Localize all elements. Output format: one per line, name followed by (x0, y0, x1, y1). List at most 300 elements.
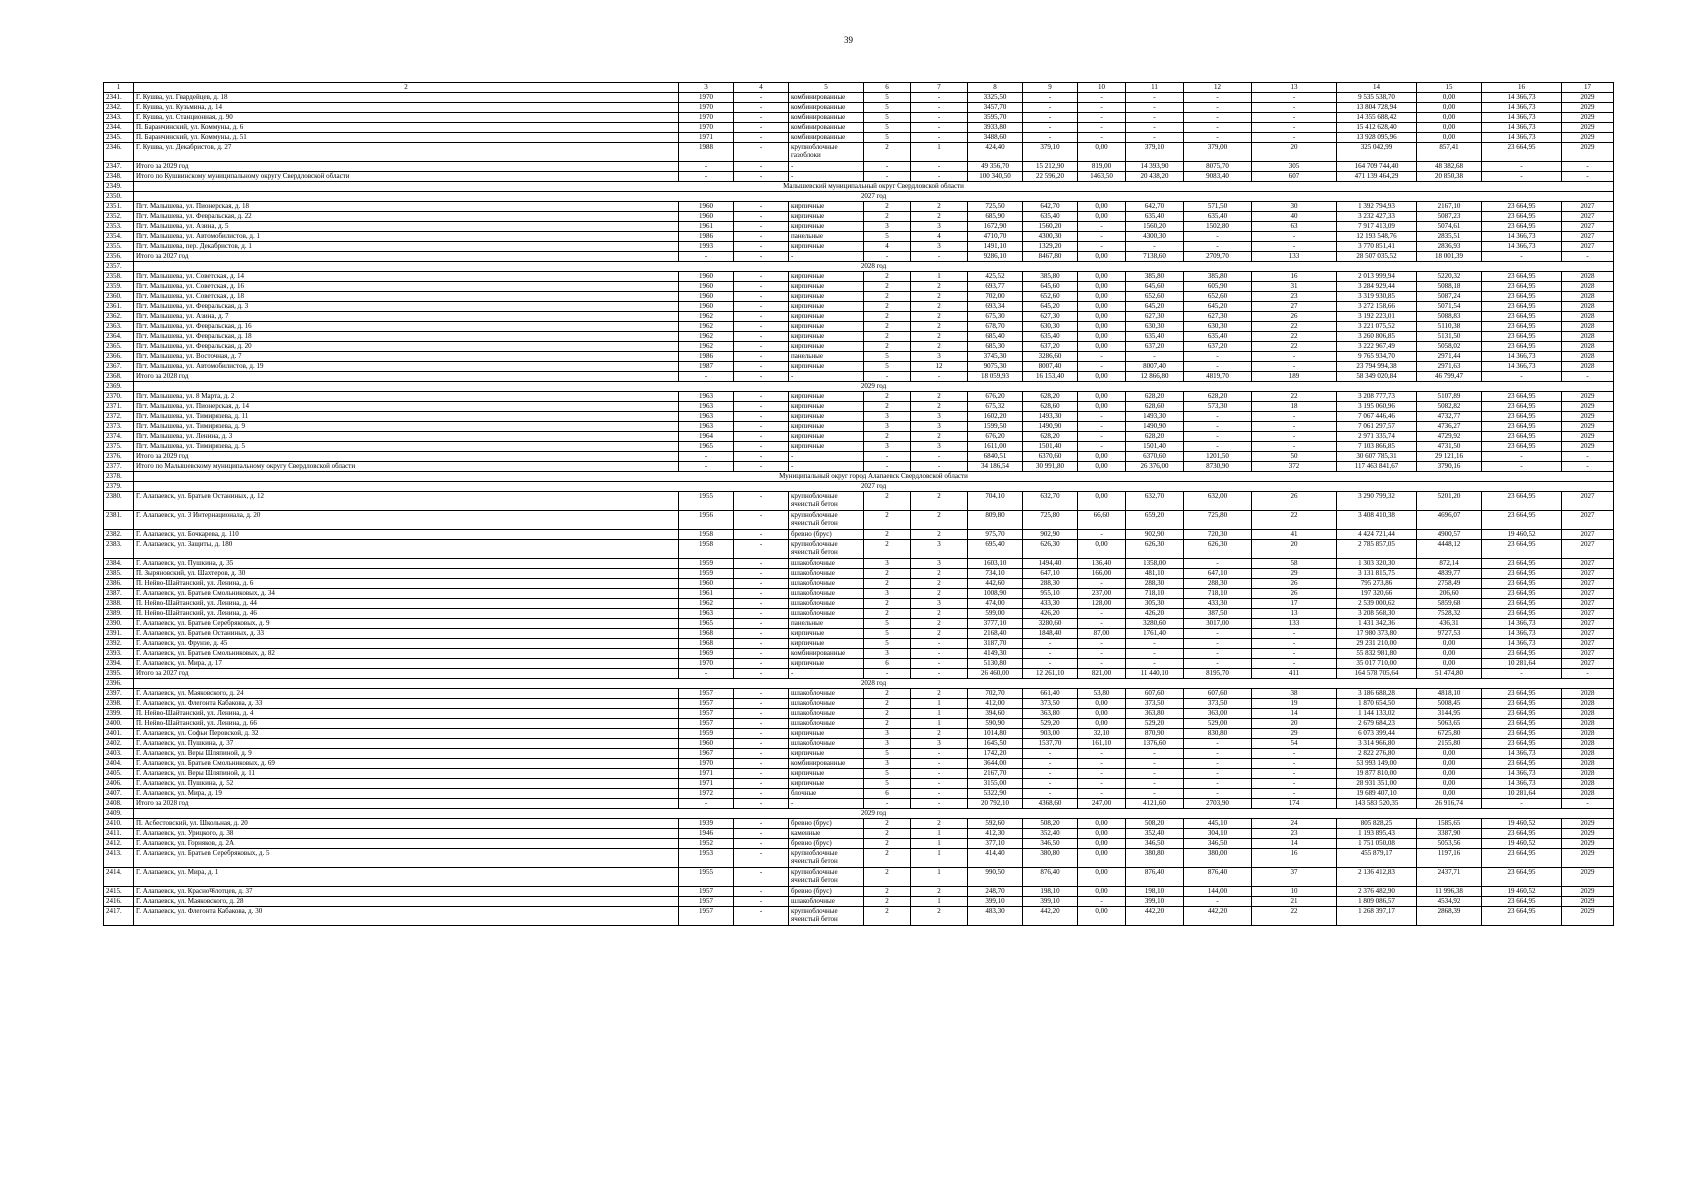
table-cell: 0,00 (1078, 282, 1126, 292)
address-cell: Г. Алапаевск, ул. Братьев Останиных, д. 12 (134, 492, 679, 511)
row-number: 2371. (104, 402, 134, 412)
table-cell: шлакоблочные (789, 559, 864, 569)
table-cell: 821,00 (1078, 669, 1126, 679)
table-cell: 2029 (1562, 143, 1614, 162)
address-cell: Г. Алапаевск, ул. Урицкого, д. 38 (134, 829, 679, 839)
row-number: 2379. (104, 482, 134, 492)
table-cell: 4448,12 (1417, 540, 1482, 559)
table-cell: 5220,32 (1417, 272, 1482, 282)
table-cell: 363,80 (1126, 709, 1184, 719)
table-cell: 0,00 (1078, 292, 1126, 302)
table-cell: 0,00 (1078, 392, 1126, 402)
table-cell: - (734, 123, 789, 133)
table-cell: 6 073 399,44 (1337, 729, 1417, 739)
table-cell: 164 578 705,64 (1337, 669, 1417, 679)
table-cell: 0,00 (1078, 372, 1126, 382)
table-cell: 1494,40 (1023, 559, 1078, 569)
table-cell: 50 (1252, 452, 1337, 462)
row-number: 2355. (104, 242, 134, 252)
table-cell: 474,00 (968, 599, 1023, 609)
table-cell: 5130,80 (968, 659, 1023, 669)
row-number: 2370. (104, 392, 134, 402)
table-cell: - (911, 639, 968, 649)
table-cell: 5088,18 (1417, 282, 1482, 292)
table-cell: 2 (911, 312, 968, 322)
row-number: 2358. (104, 272, 134, 282)
table-cell: 2029 (1562, 402, 1614, 412)
table-cell: 3488,60 (968, 133, 1023, 143)
table-cell: 2028 (1562, 332, 1614, 342)
table-cell: 22 (1252, 907, 1337, 926)
table-cell: 2 (864, 312, 911, 322)
address-cell: Пгт. Малышева, ул. Автомобилистов, д. 1 (134, 232, 679, 242)
table-row (104, 342, 1614, 352)
table-cell: 30 (1252, 202, 1337, 212)
address-cell: Г. Алапаевск, ул. Флегонта Кабакова, д. 30 (134, 907, 679, 926)
table-cell: 3 195 060,96 (1337, 402, 1417, 412)
table-cell: - (734, 332, 789, 342)
table-cell: комбинированные (789, 133, 864, 143)
table-row (104, 897, 1614, 907)
table-cell: 3 (911, 540, 968, 559)
table-cell: 2028 (1562, 302, 1614, 312)
table-cell: - (1023, 759, 1078, 769)
table-cell: 0,00 (1417, 93, 1482, 103)
table-row (104, 599, 1614, 609)
table-cell: кирпичные (789, 272, 864, 282)
address-cell: Итого за 2027 год (134, 669, 679, 679)
table-cell: 1953 (679, 849, 734, 868)
table-cell: - (734, 868, 789, 887)
table-cell: 1968 (679, 639, 734, 649)
table-cell: 592,60 (968, 819, 1023, 829)
table-row (104, 887, 1614, 897)
table-cell: 0,00 (1078, 342, 1126, 352)
table-cell: 394,60 (968, 709, 1023, 719)
table-cell: - (1184, 422, 1252, 432)
table-cell: 1957 (679, 887, 734, 897)
table-cell: 14 (1252, 709, 1337, 719)
table-row (104, 819, 1614, 829)
table-cell: 425,52 (968, 272, 1023, 282)
table-cell: 2 (911, 432, 968, 442)
table-cell: крупноблочные ячеистый бетон (789, 511, 864, 530)
table-cell: - (911, 462, 968, 472)
table-cell: 1197,16 (1417, 849, 1482, 868)
table-cell: 0,00 (1078, 719, 1126, 729)
table-cell: - (734, 579, 789, 589)
table-cell: кирпичные (789, 212, 864, 222)
table-cell: 26 460,00 (968, 669, 1023, 679)
table-cell: 23 664,95 (1482, 609, 1562, 619)
table-row (104, 589, 1614, 599)
table-cell: 399,10 (1126, 897, 1184, 907)
table-cell: 3 (864, 222, 911, 232)
table-cell: - (1562, 452, 1614, 462)
table-cell: 23 664,95 (1482, 540, 1562, 559)
section-heading: 2028 год (134, 262, 1614, 272)
table-cell: - (1126, 352, 1184, 362)
table-cell: 14 366,73 (1482, 133, 1562, 143)
table-cell: - (734, 569, 789, 579)
table-cell: 5 (864, 362, 911, 372)
table-cell: 645,60 (1126, 282, 1184, 292)
table-cell: - (734, 402, 789, 412)
table-cell: - (734, 829, 789, 839)
table-cell: 2 (911, 282, 968, 292)
column-number: 7 (911, 83, 968, 93)
table-cell: 2029 (1562, 442, 1614, 452)
table-cell: 3 (864, 442, 911, 452)
address-cell: П. Нейво-Шайтанский, ул. Ленина, д. 46 (134, 609, 679, 619)
table-cell: 4121,60 (1126, 799, 1184, 809)
table-cell: 1957 (679, 709, 734, 719)
column-number: 1 (104, 83, 134, 93)
table-cell: 2028 (1562, 769, 1614, 779)
table-cell: 2 136 412,83 (1337, 868, 1417, 887)
table-cell: 1957 (679, 719, 734, 729)
column-number: 14 (1337, 83, 1417, 93)
table-cell: 12 261,10 (1023, 669, 1078, 679)
table-cell: 857,41 (1417, 143, 1482, 162)
table-cell: 1963 (679, 412, 734, 422)
table-cell: 529,20 (1126, 719, 1184, 729)
table-cell: - (734, 699, 789, 709)
table-cell: 2029 (1562, 839, 1614, 849)
address-cell: Г. Кушва, ул. Кузьмина, д. 14 (134, 103, 679, 113)
table-cell: 1946 (679, 829, 734, 839)
table-cell: 4300,30 (1023, 232, 1078, 242)
table-cell: кирпичные (789, 749, 864, 759)
table-cell: 626,30 (1126, 540, 1184, 559)
table-cell: - (734, 282, 789, 292)
table-cell: 23 664,95 (1482, 272, 1562, 282)
table-cell: 1988 (679, 143, 734, 162)
table-cell: 18 001,39 (1417, 252, 1482, 262)
table-row (104, 789, 1614, 799)
table-cell: панельные (789, 232, 864, 242)
address-cell: Г. Кушва, ул. Станционная, д. 90 (134, 113, 679, 123)
table-cell: 2 (911, 302, 968, 312)
table-row (104, 739, 1614, 749)
table-cell: 2 (911, 530, 968, 540)
table-cell: 23 664,95 (1482, 719, 1562, 729)
housing-register-table (103, 82, 1614, 926)
table-cell: - (734, 422, 789, 432)
table-cell: 23 (1252, 829, 1337, 839)
table-cell: 508,20 (1023, 819, 1078, 829)
table-cell: 26 (1252, 492, 1337, 511)
row-number: 2400. (104, 719, 134, 729)
table-cell: 23 664,95 (1482, 829, 1562, 839)
table-cell: 23 664,95 (1482, 222, 1562, 232)
address-cell: Г. Алапаевск, ул. Горняков, д. 2А (134, 839, 679, 849)
table-cell: 15 212,90 (1023, 162, 1078, 172)
table-cell: 1376,60 (1126, 739, 1184, 749)
table-cell: 1602,20 (968, 412, 1023, 422)
table-row (104, 492, 1614, 511)
table-cell: 372 (1252, 462, 1337, 472)
table-cell: 0,00 (1078, 312, 1126, 322)
table-cell: - (734, 362, 789, 372)
table-cell: - (911, 759, 968, 769)
table-cell: - (1078, 659, 1126, 669)
table-cell: 2 (864, 342, 911, 352)
table-cell: 676,20 (968, 432, 1023, 442)
table-cell: 0,00 (1078, 699, 1126, 709)
table-cell: - (1023, 93, 1078, 103)
table-cell: - (1126, 749, 1184, 759)
table-cell: - (911, 123, 968, 133)
table-cell: 31 (1252, 282, 1337, 292)
table-row (104, 352, 1614, 362)
table-cell: шлакоблочные (789, 569, 864, 579)
table-cell: 198,10 (1023, 887, 1078, 897)
table-cell: 2029 (1562, 392, 1614, 402)
row-number: 2342. (104, 103, 134, 113)
table-cell: 1585,65 (1417, 819, 1482, 829)
table-cell: - (1562, 372, 1614, 382)
row-number: 2417. (104, 907, 134, 926)
table-cell: - (1184, 412, 1252, 422)
table-cell: 2 (911, 579, 968, 589)
table-cell: 433,30 (1023, 599, 1078, 609)
table-cell: 1964 (679, 432, 734, 442)
table-cell: 6 (864, 789, 911, 799)
table-cell: - (1482, 162, 1562, 172)
table-cell: - (1482, 452, 1562, 462)
address-cell: П. Нейво-Шайтанский, ул. Ленина, д. 44 (134, 599, 679, 609)
table-cell: - (1482, 372, 1562, 382)
table-row (104, 103, 1614, 113)
table-cell: 605,90 (1184, 282, 1252, 292)
table-cell: - (734, 103, 789, 113)
table-cell: 2029 (1562, 103, 1614, 113)
table-cell: - (1126, 769, 1184, 779)
table-cell: - (1078, 362, 1126, 372)
table-cell: - (734, 222, 789, 232)
table-cell: 1957 (679, 907, 734, 926)
table-cell: 26 376,00 (1126, 462, 1184, 472)
table-cell: - (1078, 133, 1126, 143)
table-cell: 1 (911, 709, 968, 719)
table-cell: 4732,77 (1417, 412, 1482, 422)
address-cell: Г. Алапаевск, ул. Флегонта Кабакова, д. 33 (134, 699, 679, 709)
table-cell: 2028 (1562, 789, 1614, 799)
address-cell: Пгт. Малышева, ул. Советская, д. 16 (134, 282, 679, 292)
table-cell: 2 (911, 689, 968, 699)
table-cell: 645,20 (1126, 302, 1184, 312)
row-number: 2414. (104, 868, 134, 887)
table-cell: 2029 (1562, 849, 1614, 868)
column-number: 3 (679, 83, 734, 93)
table-cell: 2 (911, 819, 968, 829)
table-cell: 2028 (1562, 322, 1614, 332)
table-cell: 5 (864, 619, 911, 629)
table-cell: 675,30 (968, 312, 1023, 322)
table-cell: 1957 (679, 689, 734, 699)
table-cell: 2027 (1562, 599, 1614, 609)
table-cell: - (1126, 103, 1184, 113)
table-cell: 1963 (679, 609, 734, 619)
table-cell: кирпичные (789, 729, 864, 739)
table-cell: - (911, 669, 968, 679)
table-cell: 23 (1252, 292, 1337, 302)
table-cell: 1560,20 (1126, 222, 1184, 232)
table-cell: 30 991,80 (1023, 462, 1078, 472)
table-cell: - (1126, 113, 1184, 123)
table-cell: 6370,60 (1023, 452, 1078, 462)
table-cell: - (734, 887, 789, 897)
table-cell: 8730,90 (1184, 462, 1252, 472)
table-cell: 2 (911, 492, 968, 511)
table-cell: бревно (брус) (789, 887, 864, 897)
table-cell: 2758,49 (1417, 579, 1482, 589)
table-row (104, 212, 1614, 222)
table-cell: - (1184, 352, 1252, 362)
table-cell: 1960 (679, 302, 734, 312)
row-number: 2361. (104, 302, 134, 312)
table-cell: - (1184, 779, 1252, 789)
address-cell: Пгт. Малышева, ул. Пионерская, д. 18 (134, 202, 679, 212)
column-number: 11 (1126, 83, 1184, 93)
address-cell: П. Зыряновский, ул. Шахтеров, д. 30 (134, 569, 679, 579)
table-cell: - (1126, 242, 1184, 252)
table-cell: 2027 (1562, 589, 1614, 599)
table-cell: - (1078, 769, 1126, 779)
column-number: 12 (1184, 83, 1252, 93)
table-cell: - (911, 789, 968, 799)
column-number: 9 (1023, 83, 1078, 93)
table-cell: 630,30 (1126, 322, 1184, 332)
table-cell: - (911, 93, 968, 103)
table-cell: 2029 (1562, 907, 1614, 926)
table-cell: 5087,24 (1417, 292, 1482, 302)
table-cell: 2028 (1562, 292, 1614, 302)
table-cell: 2167,10 (1417, 202, 1482, 212)
address-cell: Пгт. Малышева, ул. Февральская, д. 22 (134, 212, 679, 222)
table-cell: 2029 (1562, 897, 1614, 907)
table-cell: 5 (864, 352, 911, 362)
table-cell: 6370,60 (1126, 452, 1184, 462)
table-cell: 15 412 628,40 (1337, 123, 1417, 133)
table-cell: - (1252, 659, 1337, 669)
table-cell: 734,10 (968, 569, 1023, 579)
row-number: 2373. (104, 422, 134, 432)
table-cell: 0,00 (1078, 252, 1126, 262)
table-cell: - (1252, 769, 1337, 779)
table-cell: 2027 (1562, 619, 1614, 629)
table-cell: 2028 (1562, 689, 1614, 699)
table-cell: кирпичные (789, 402, 864, 412)
table-cell: 26 (1252, 312, 1337, 322)
table-cell: 2028 (1562, 759, 1614, 769)
table-cell: каменные (789, 829, 864, 839)
table-cell: 975,70 (968, 530, 1023, 540)
table-cell: 14 393,90 (1126, 162, 1184, 172)
row-number: 2389. (104, 609, 134, 619)
table-cell: 4 (864, 242, 911, 252)
row-number: 2372. (104, 412, 134, 422)
table-cell: 628,20 (1184, 392, 1252, 402)
table-cell: 1960 (679, 739, 734, 749)
table-row (104, 540, 1614, 559)
table-cell: 1993 (679, 242, 734, 252)
address-cell: Г. Алапаевск, ул. 3 Интернационала, д. 20 (134, 511, 679, 530)
table-cell: 24 (1252, 819, 1337, 829)
table-cell: 0,00 (1417, 133, 1482, 143)
table-cell: - (1482, 799, 1562, 809)
table-cell: - (734, 719, 789, 729)
table-cell: 128,00 (1078, 599, 1126, 609)
table-cell: 2 (864, 829, 911, 839)
table-cell: 17 980 373,80 (1337, 629, 1417, 639)
table-cell: 876,40 (1184, 868, 1252, 887)
table-cell: - (1023, 123, 1078, 133)
table-cell: шлакоблочные (789, 719, 864, 729)
table-cell: 16 (1252, 849, 1337, 868)
table-cell: 1958 (679, 530, 734, 540)
table-cell: 637,20 (1184, 342, 1252, 352)
table-cell: 22 (1252, 322, 1337, 332)
table-cell: 2 (911, 342, 968, 352)
table-cell: кирпичные (789, 769, 864, 779)
table-cell: 607 (1252, 172, 1337, 182)
row-number: 2396. (104, 679, 134, 689)
address-cell: Пгт. Малышева, ул. 8 Марта, д. 2 (134, 392, 679, 402)
table-cell: 426,20 (1023, 609, 1078, 619)
table-cell: шлакоблочные (789, 609, 864, 619)
table-cell: - (1482, 462, 1562, 472)
table-cell: 1962 (679, 322, 734, 332)
table-cell: 23 664,95 (1482, 412, 1562, 422)
table-cell: 58 (1252, 559, 1337, 569)
table-cell: 876,40 (1023, 868, 1078, 887)
table-cell: 3 186 688,28 (1337, 689, 1417, 699)
table-cell: 4729,92 (1417, 432, 1482, 442)
table-cell: 14 366,73 (1482, 232, 1562, 242)
table-cell: 0,00 (1078, 332, 1126, 342)
table-cell: 0,00 (1417, 639, 1482, 649)
table-cell: - (1078, 422, 1126, 432)
table-cell: 13 804 728,94 (1337, 103, 1417, 113)
table-cell: - (679, 452, 734, 462)
table-cell: - (911, 172, 968, 182)
section-row (104, 262, 1614, 272)
table-cell: - (911, 372, 968, 382)
table-cell: - (734, 907, 789, 926)
table-cell: - (734, 779, 789, 789)
table-cell: 8075,70 (1184, 162, 1252, 172)
table-cell: - (734, 729, 789, 739)
table-cell: 1 431 342,36 (1337, 619, 1417, 629)
table-cell: - (1126, 659, 1184, 669)
table-cell: 2027 (1562, 609, 1614, 619)
table-cell: - (734, 432, 789, 442)
table-cell: 3 (911, 739, 968, 749)
table-cell: - (734, 629, 789, 639)
table-cell: - (1184, 432, 1252, 442)
table-cell: 693,34 (968, 302, 1023, 312)
row-number: 2344. (104, 123, 134, 133)
table-cell: 685,90 (968, 212, 1023, 222)
row-number: 2397. (104, 689, 134, 699)
table-cell: 18 (1252, 402, 1337, 412)
row-number: 2350. (104, 192, 134, 202)
table-cell: 2028 (1562, 362, 1614, 372)
row-number: 2368. (104, 372, 134, 382)
column-number: 17 (1562, 83, 1614, 93)
